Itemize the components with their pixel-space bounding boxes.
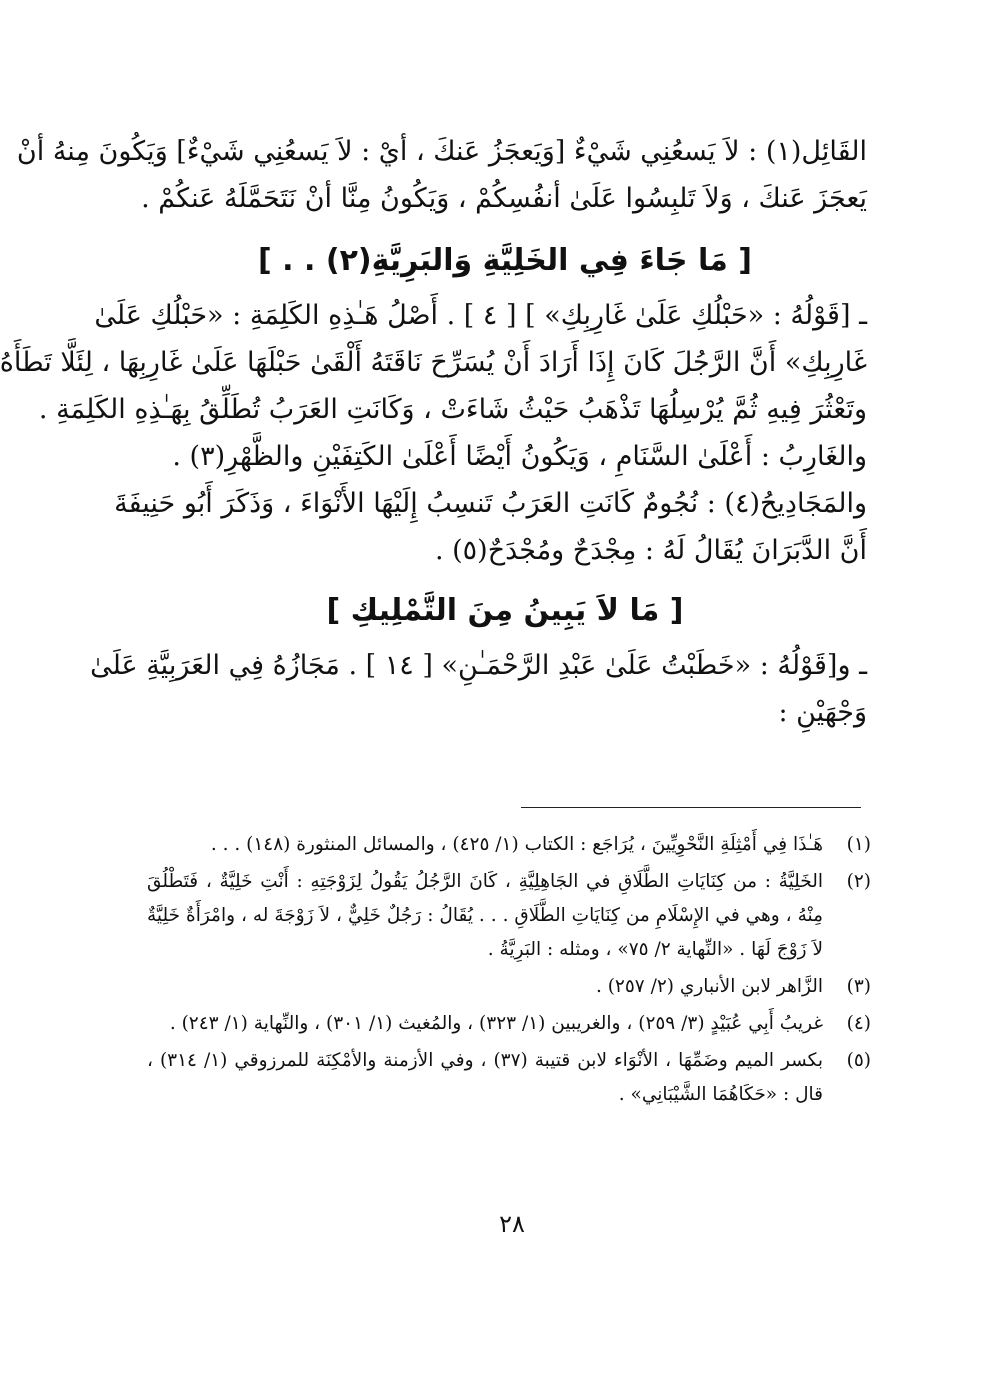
footnote-number: (١) [846, 834, 871, 855]
section-heading-tamlik: [ مَا لاَ يَبِينُ مِنَ التَّمْلِيكِ ] [326, 593, 684, 628]
footnote-line: هَـٰذَا فِي أَمْثِلَةِ النَّحْوِيِّينَ ، يُرَاجَع : الكتاب (١/ ٤٢٥) ، والمسائل المنثورة (١٤٨) . . . [210, 834, 823, 855]
footnote-line: غريبُ أَبِي عُبَيْدٍ (٣/ ٢٥٩) ، والغريبين (١/ ٣٢٣) ، والمُغيث (١/ ٣٠١) ، والنِّهاية (١/ ٢٤٣) . [169, 1013, 823, 1034]
text-line: ـ و[قَوْلُهُ : «خَطَبْتُ عَلَىٰ عَبْدِ الرَّحْمَـٰنِ» [ ١٤ ] . مَجَازُهُ فِي العَرَبِيَّةِ عَلَىٰ [90, 650, 867, 681]
footnote-line: الخَلِيَّةُ : من كِنَايَاتِ الطَّلَاقِ في الجَاهِلِيَّةِ ، كَانَ الرَّجُلُ يَقُولُ لِزَوْجَتِهِ : أَنْتِ خَلِيَّةٌ ، فَتَطْلُقَ [147, 871, 823, 892]
text-line: يَعجَزَ عَنكَ ، وَلاَ تَلبِسُوا عَلَىٰ أنفُسِكُمْ ، وَيَكُونُ مِنَّا أنْ نَتَحَمَّلَهُ عَنكُمْ . [141, 183, 867, 214]
footnote-line: قال : «حَكَاهُمَا الشَّيْبَانِي» . [618, 1084, 823, 1105]
text-line: ـ [قَوْلُهُ : «حَبْلُكِ عَلَىٰ غَارِبِكِ» ] [ ٤ ] . أَصْلُ هَـٰذِهِ الكَلِمَةِ : «حَبْلُكِ عَلَىٰ [94, 300, 867, 331]
footnote-line: بكسر الميم وضَمِّهَا ، الأنْوَاء لابن قتيبة (٣٧) ، وفي الأزمنة والأمْكِنَة للمرزوقي (١/ ٣١٤) ، [147, 1050, 824, 1071]
paragraph-4 [90, 642, 867, 736]
page-number: ٢٨ [499, 1210, 525, 1238]
footnote-5 [147, 1044, 871, 1112]
footnotes [147, 828, 871, 1115]
main-text [0, 128, 867, 736]
text-line: والغَارِبُ : أَعْلَىٰ السَّنَامِ ، وَيَكُونُ أَيْضًا أَعْلَىٰ الكَتِفَيْنِ والظَّهْرِ(٣) . [172, 441, 867, 472]
footnote-line: مِنْهُ ، وهي في الإِسْلَامِ من كِنَايَاتِ الطَّلَاقِ . . . يُقَالُ : رَجُلٌ خَلِيٌّ ، لاَ زَوْجَةَ له ، وامْرَأَةٌ خَلِيَّةٌ [147, 905, 823, 926]
footnote-3 [147, 970, 871, 1004]
footnote-1 [147, 828, 871, 862]
text-line: أَنَّ الدَّبَرَانَ يُقَالُ لَهُ : مِجْدَحٌ ومُجْدَحٌ(٥) . [434, 535, 867, 566]
footnote-2 [147, 865, 871, 967]
footnote-divider [521, 807, 861, 808]
footnote-number: (٣) [846, 976, 871, 997]
text-line: وَجْهَيْنِ : [778, 697, 867, 728]
footnote-number: (٢) [846, 871, 871, 892]
paragraph-2 [0, 292, 867, 480]
text-line: غَارِبِكِ» أَنَّ الرَّجُلَ كَانَ إِذَا أَرَادَ أَنْ يُسَرِّحَ نَاقَتَهُ أَلْقَىٰ حَبْلَهَا عَلَىٰ غَارِبِهَا ، لِئَلَّا تَطَأَهُ [0, 347, 867, 378]
footnote-number: (٤) [846, 1013, 871, 1034]
paragraph-3 [114, 480, 867, 574]
text-line: وتَعْثُرَ فِيهِ ثُمَّ يُرْسِلُهَا تَذْهَبُ حَيْثُ شَاءَتْ ، وَكَانَتِ العَرَبُ تُطَلِّقُ بِهَـٰذِهِ الكَلِمَةِ . [38, 394, 867, 425]
section-heading-khaliyya: [ مَا جَاءَ فِي الخَلِيَّةِ وَالبَرِيَّةِ(٢) . . ] [258, 243, 752, 278]
text-line: القَائِل(١) : لاَ يَسعُنِي شَيْءٌ [وَيَعجَزُ عَنكَ ، أيْ : لاَ يَسعُنِي شَيْءٌ] وَيَكُونَ مِنهُ أنْ [16, 136, 867, 167]
footnote-line: لاَ زَوْجَ لَهَا . «النِّهاية ٢/ ٧٥» ، ومثله : البَرِيَّةُ . [487, 939, 823, 960]
footnote-number: (٥) [846, 1050, 871, 1071]
footnote-4 [147, 1007, 871, 1041]
footnote-line: الزَّاهر لابن الأنباري (٢/ ٢٥٧) . [595, 976, 823, 997]
text-line: والمَجَادِيحُ(٤) : نُجُومٌ كَانَتِ العَرَبُ تَنسِبُ إِلَيْهَا الأَنْوَاءَ ، وَذَكَرَ أَبُو حَنِيفَةَ [114, 488, 867, 519]
paragraph-1 [16, 128, 867, 222]
